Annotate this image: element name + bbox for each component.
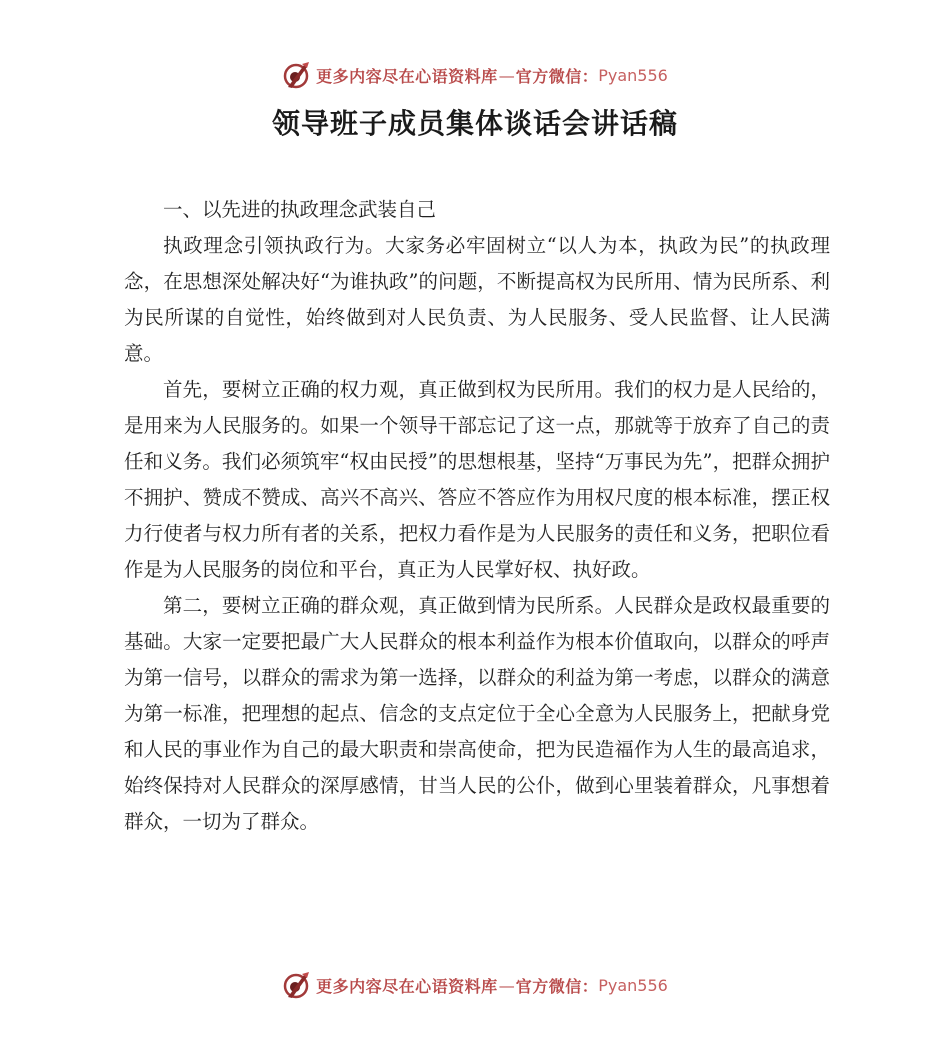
pen-circle-logo-icon bbox=[282, 60, 312, 90]
body-paragraph: 执政理念引领执政行为。大家务必牢固树立“以人为本，执政为民”的执政理念，在思想深处解决好“为谁执政”的问题，不断提高权为民所用、情为民所系、利为民所谋的自觉性，始终做到对人民负责、为人民服务、受人民监督、让人民满意。 bbox=[124, 234, 830, 365]
footer-banner-separator: — bbox=[498, 975, 515, 995]
header-wechat-label: 官方微信： bbox=[515, 66, 599, 86]
body-paragraph: 首先，要树立正确的权力观，真正做到权为民所用。我们的权力是人民给的，是用来为人民服务的。如果一个领导干部忘记了这一点，那就等于放弃了自己的责任和义务。我们必须筑牢“权由民授”的思想根基，坚持“万事民为先”，把群众拥护不拥护、赞成不赞成、高兴不高兴、答应不答应作为用权尺度的根本标准，摆正权力行使者与权力所有者的关系，把权力看作是为人民服务的责任和义务，把职位看作是为人民服务的岗位和平台，真正为人民掌好权、执好政。 bbox=[124, 378, 830, 581]
header-banner-separator: — bbox=[498, 65, 515, 85]
pen-circle-logo-icon bbox=[282, 970, 312, 1000]
header-banner-text: 更多内容尽在心语资料库 bbox=[316, 66, 498, 86]
document-body bbox=[124, 192, 830, 840]
footer-wechat-label: 官方微信： bbox=[515, 976, 599, 996]
header-banner[interactable] bbox=[0, 60, 950, 90]
body-paragraph: 第二，要树立正确的群众观，真正做到情为民所系。人民群众是政权最重要的基础。大家一定要把最广大人民群众的根本利益作为根本价值取向，以群众的呼声为第一信号，以群众的需求为第一选择，以群众的利益为第一考虑，以群众的满意为第一标准，把理想的起点、信念的支点定位于全心全意为人民服务上，把献身党和人民的事业作为自己的最大职责和崇高使命，把为民造福作为人生的最高追求，始终保持对人民群众的深厚感情，甘当人民的公仆，做到心里装着群众，凡事想着群众，一切为了群众。 bbox=[124, 594, 830, 833]
header-wechat-id: Pyan556 bbox=[598, 65, 668, 85]
footer-wechat-id: Pyan556 bbox=[598, 975, 668, 995]
footer-banner-text: 更多内容尽在心语资料库 bbox=[316, 976, 498, 996]
section-heading: 一、以先进的执政理念武装自己 bbox=[163, 198, 437, 221]
footer-banner[interactable] bbox=[0, 970, 950, 1000]
document-title: 领导班子成员集体谈话会讲话稿 bbox=[271, 107, 678, 140]
